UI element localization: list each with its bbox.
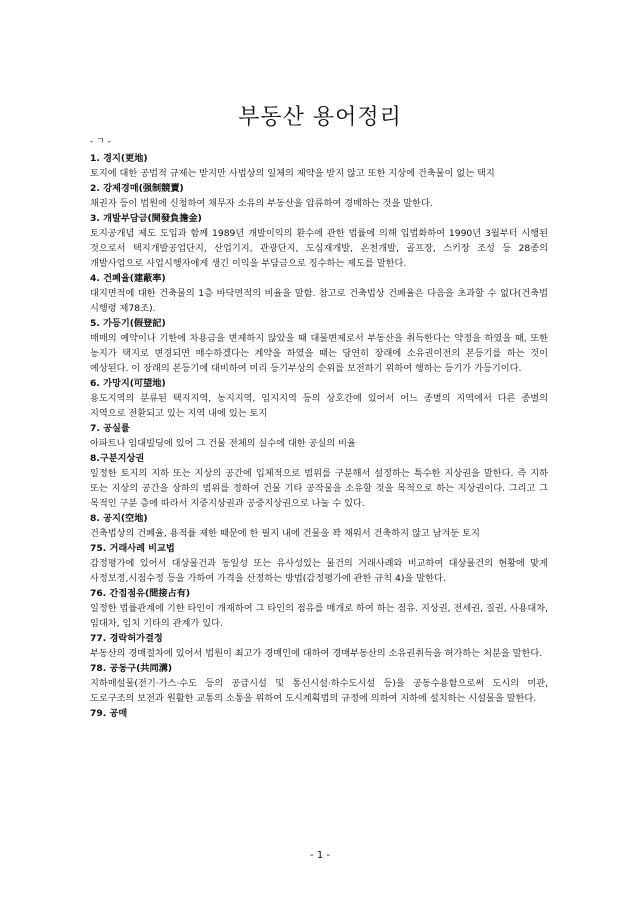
glossary-term: 3. 개발부담금(開發負擔金) bbox=[90, 213, 202, 224]
glossary-definition: 매매의 예약이나 기한에 차용금을 변제하지 않았을 때 대물변제로서 부동산을 취득한다는 약정을 하였을 때, 또한 농지가 택지로 변경되면 매수하겠다는 계약을 하였을 때는 당연히 장래에 소유권이전의 본등기를 하는 것이 예상된다. 이 장래의 본등기에 대비하여 미리 등기부상의 순위를 보전하기 위하여 행하는 등기가 가등기이다. bbox=[90, 333, 548, 374]
glossary-term: 7. 공실률 bbox=[90, 423, 130, 434]
glossary-definition: 일정한 토지의 지하 또는 지상의 공간에 입체적으로 범위를 구분해서 설정하는 특수한 지상권을 말한다. 즉 지하 또는 지상의 공간을 상하의 범위를 정하여 건물 기타 공작물을 소유할 것을 목적으로 하는 지상권이다. 그리고 그 목적인 구분 층에 따라서 지중지상권과 공중지상권으로 나눌 수 있다. bbox=[90, 468, 548, 509]
glossary-entry-list bbox=[90, 151, 548, 721]
glossary-term: 78. 공동구(共同溝) bbox=[90, 663, 173, 674]
glossary-definition: 토지에 대한 공법적 규제는 받지만 사법상의 일체의 제약을 받지 않고 또한 지상에 건축물이 없는 택지 bbox=[90, 168, 495, 179]
page-number: - 1 - bbox=[310, 850, 330, 861]
page-title: 부동산 용어정리 bbox=[238, 105, 402, 130]
glossary-definition: 지하매설물(전기·가스·수도 등의 공급시설 및 통신시설·하수도시설 등)을 공동수용함으로써 도시의 미관, 도로구조의 보전과 원활한 교통의 소통을 위하여 도시계획법의 규정에 의하여 지하에 설치하는 시설물을 말한다. bbox=[90, 678, 548, 704]
glossary-term: 77. 경락허가결정 bbox=[90, 633, 163, 644]
glossary-definition: 건축법상의 건폐율, 용적률 제한 때문에 한 필지 내에 건물을 꽉 채워서 건축하지 않고 남겨둔 토지 bbox=[90, 528, 480, 539]
glossary-term: 8.구분지상권 bbox=[90, 453, 145, 464]
glossary-definition: 채권자 등이 법원에 신청하여 채무자 소유의 부동산을 압류하여 경매하는 것을 말한다. bbox=[90, 198, 433, 209]
glossary-definition: 감정평가에 있어서 대상물건과 동일성 또는 유사성있는 물건의 거래사례와 비교하여 대상물건의 현황에 맞게 사정보정,시점수정 등을 가하여 가격을 산정하는 방법(감정평가에 관한 규칙 4)을 말한다. bbox=[90, 558, 548, 584]
glossary-term: 8. 공지(空地) bbox=[90, 513, 148, 524]
section-marker: - ㄱ - bbox=[90, 137, 111, 147]
glossary-term: 2. 강제경매(强制競賣) bbox=[90, 183, 184, 194]
glossary-term: 79. 공매 bbox=[90, 708, 128, 719]
glossary-definition: 대지면적에 대한 건축물의 1층 바닥면적의 비율을 말함. 참고로 건축법상 건폐율은 다음을 초과할 수 없다(건축법 시행령 제78조). bbox=[90, 288, 548, 314]
glossary-body bbox=[90, 136, 548, 721]
glossary-term: 1. 경지(更地) bbox=[90, 153, 148, 164]
glossary-definition: 부동산의 경매절차에 있어서 법원이 최고가 경매인에 대하여 경매부동산의 소유권취득을 허가하는 처분을 말한다. bbox=[90, 648, 543, 659]
glossary-term: 4. 건폐율(建蔽率) bbox=[90, 273, 166, 284]
glossary-definition: 용도지역의 분류된 택지지역, 농지지역, 임지지역 등의 상호간에 있어서 어느 종별의 지역에서 다른 종별의 지역으로 전환되고 있는 지역 내에 있는 토지 bbox=[90, 393, 548, 419]
glossary-definition: 아파트나 임대빌딩에 있어 그 건물 전체의 실수에 대한 공실의 비율 bbox=[90, 438, 356, 449]
glossary-term: 75. 거래사례 비교법 bbox=[90, 543, 175, 554]
glossary-definition: 토지공개념 제도 도입과 함께 1989년 개발이익의 환수에 관한 법률에 의해 입법화하여 1990년 3월부터 시행된 것으로서 택지개발공업단지, 산업기지, 관광단지, 도심재개발, 온천개발, 골프장, 스키장 조성 등 28종의 개발사업으로 사업시행자에게 생긴 이익을 부담금으로 징수하는 제도를 말한다. bbox=[90, 228, 548, 269]
glossary-term: 6. 가망지(可望地) bbox=[90, 378, 166, 389]
glossary-term: 5. 가등기(假登記) bbox=[90, 318, 166, 329]
glossary-term: 76. 간접점유(間接占有) bbox=[90, 588, 191, 599]
glossary-definition: 일정한 법률관계에 기한 타인이 개재하여 그 타인의 점유를 매개로 하여 하는 점유. 지상권, 전세권, 질권, 사용대차, 임대차, 임치 기타의 관계가 있다. bbox=[90, 603, 548, 629]
